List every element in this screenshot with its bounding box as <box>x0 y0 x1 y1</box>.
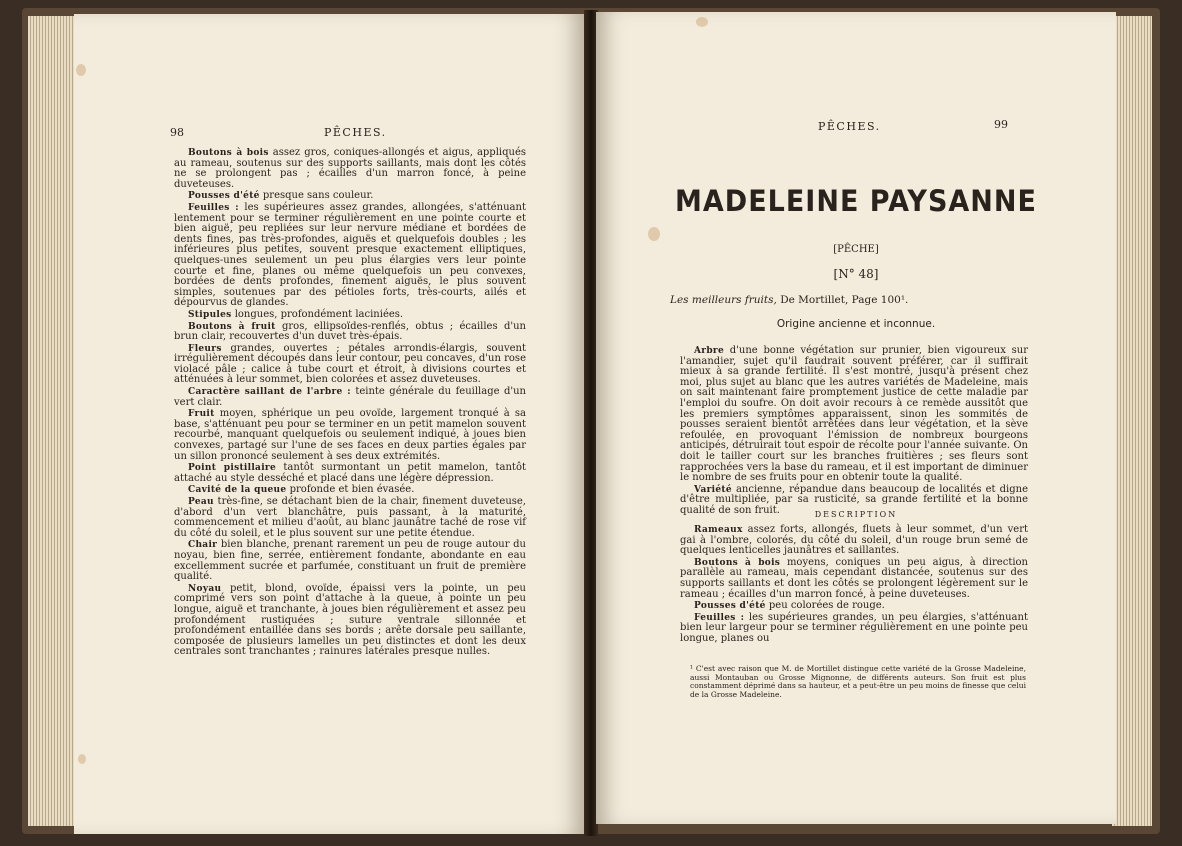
description-heading: DESCRIPTION <box>814 510 898 519</box>
paragraph <box>680 613 1028 645</box>
right-page <box>596 12 1116 824</box>
paragraph <box>174 387 526 408</box>
paragraph-label: Arbre <box>694 346 724 356</box>
page-number-left: 98 <box>170 126 184 139</box>
subtitle: [PÊCHE] <box>833 244 879 255</box>
paragraph <box>680 525 1028 557</box>
paragraph-label: Peau <box>188 497 214 507</box>
paragraph <box>174 310 526 321</box>
paragraph-label: Point pistillaire <box>188 463 276 474</box>
paragraph <box>174 463 526 484</box>
paragraph-label: Rameaux <box>694 525 743 535</box>
paragraph-text: profonde et bien évasée. <box>286 484 415 496</box>
paragraph-text: gros, ellipsoïdes-renflés, obtus ; écailles d'un brun clair, recouvertes d'un duvet très-épais. <box>174 320 526 343</box>
page-edges-right <box>1112 16 1152 826</box>
paragraph-text: d'une bonne végétation sur prunier, bien vigoureux sur l'amandier, sujet qu'il faudrait souvent préférer, car il suffirait mieux à sa grande fertilité. Il s'est montré, jusqu'à présent chez moi, plus sujet au blanc que les autres variétés de Madeleine, mais on sait maintenant faire promptement justice de cette maladie par l'emploi du soufre. On doit avoir recours à ce remède aussitôt que les premiers symptômes apparaissent, sinon les sommités de pousses seraient bientôt arrêtées dans leur végétation, et la sève refoulée, en provoquant l'émission de nombreux bourgeons anticipés, détruirait tout espoir de récolte pour l'année suivante. On doit le tailler court sur les branches fruitières ; ses fleurs sont rapprochées vers la base du rameau, et il est important de diminuer le nombre de ses fruits pour en obtenir toute la qualité. <box>680 345 1028 484</box>
paragraph-text: teinte générale du feuillage d'un vert clair. <box>174 386 526 408</box>
paragraph-text: grandes, ouvertes ; pétales arrondis-élargis, souvent irrégulièrement découpés dans leur contour, peu concaves, d'un rose violacé pâle ; calice à tube court et étroit, à divisions courtes et atténuées à leur sommet, bien colorées et assez duveteuses. <box>174 342 526 386</box>
foxing-spot <box>78 754 86 764</box>
paragraph-label: Feuilles : <box>188 202 239 213</box>
paragraph-label: Fleurs <box>188 343 222 354</box>
paragraph-label: Fruit <box>188 409 215 420</box>
paragraph-label: Variété <box>694 484 732 495</box>
paragraph <box>174 191 526 202</box>
left-page-text <box>174 148 526 659</box>
paragraph-label: Boutons à bois <box>188 148 269 158</box>
paragraph <box>680 558 1028 600</box>
origin-line: Origine ancienne et inconnue. <box>776 318 936 330</box>
left-page <box>74 14 584 834</box>
paragraph-text: les supérieures grandes, un peu élargies, s'atténuant bien leur largeur pour se terminer régulièrement en une pointe peu longue, planes ou <box>680 611 1028 644</box>
paragraph <box>174 344 526 386</box>
paragraph-text: ancienne, répandue dans beaucoup de localités et digne d'être multipliée, par sa rusticité, sa grande fertilité et la bonne qualité de son fruit. <box>680 483 1028 516</box>
paragraph <box>174 409 526 462</box>
paragraph-text: très-fine, se détachant bien de la chair, finement duveteuse, d'abord d'un vert blanchâtre, puis passant, à la maturité, commencement et milieu d'août, au blanc jaunâtre taché de rose vif du côté du soleil, et le plus souvent sur une petite étendue. <box>174 496 526 539</box>
paragraph-text: petit, blond, ovoïde, épaissi vers la pointe, un peu comprimé vers son point d'attache à la queue, à pointe un peu longue, aiguë et tranchante, à joues bien régulièrement et assez peu profondément rustiquées ; suture ventrale sillonnée et profondément entaillée dans ses bords ; arête dorsale peu saillante, composée de plusieurs lamelles un peu distinctes et dont les deux centrales sont tranchantes ; rainures latérales presque nulles. <box>174 582 526 658</box>
footnote: ¹ C'est avec raison que M. de Mortillet distingue cette variété de la Grosse Madeleine, aussi Montauban ou Grosse Mignonne, de différents auteurs. Son fruit est plus constamment déprimé dans sa hauteur, et a peut-être un peu moins de finesse que celui de la Grosse Madeleine. <box>690 664 1026 699</box>
paragraph-label: Boutons à fruit <box>188 321 276 332</box>
paragraph-text: tantôt surmontant un petit mamelon, tantôt attaché au style desséché et placé dans une légère dépression. <box>174 462 526 484</box>
paragraph-label: Noyau <box>188 583 222 594</box>
running-head-left: PÊCHES. <box>324 126 387 139</box>
paragraph-text: presque sans couleur. <box>259 190 374 202</box>
running-head-right: PÊCHES. <box>818 120 881 133</box>
paragraph <box>174 584 526 658</box>
paragraph-text: assez gros, coniques-allongés et aigus, appliqués au rameau, soutenus sur des supports saillants, mais dont les côtés ne se prolongent pas ; écailles d'un marron foncé, à peine duveteuses. <box>174 147 526 190</box>
right-page-intro-text <box>680 346 1028 518</box>
page-edges-left <box>28 16 78 826</box>
paragraph-label: Caractère saillant de l'arbre : <box>188 387 351 398</box>
paragraph <box>174 148 526 190</box>
paragraph <box>174 203 526 309</box>
foxing-spot <box>648 227 660 241</box>
paragraph <box>680 601 1028 612</box>
paragraph-label: Feuilles : <box>694 612 745 623</box>
paragraph-text: les supérieures assez grandes, allongées, s'atténuant lentement pour se terminer régulièrement en une pointe courte et bien aiguë, peu repliées sur leur nervure médiane et bordées de dents fines, pas très-profondes, aiguës et quelquefois doubles ; les inférieures plus petites, souvent presque exactement elliptiques, quelques-unes seulement un peu plus élargies vers leur pointe courte et fine, planes ou même quelquefois un peu convexes, bordées de dents profondes, finement aiguës, le plus souvent simples, soutenues par des pétioles forts, très-courts, ailés et dépourvus de glandes. <box>174 201 526 309</box>
page-number-right: 99 <box>994 118 1008 131</box>
paragraph <box>174 540 526 582</box>
paragraph <box>174 497 526 539</box>
reference-author: De Mortillet, Page 100¹. <box>776 294 909 306</box>
foxing-spot <box>696 17 708 27</box>
paragraph-label: Pousses d'été <box>188 191 260 202</box>
paragraph <box>174 485 526 496</box>
paragraph-text: bien blanche, prenant rarement un peu de rouge autour du noyau, bien fine, serrée, entièrement fondante, abondante en eau excellemment sucrée et parfumée, constituant un fruit de première qualité. <box>174 539 526 583</box>
reference-title: Les meilleurs fruits, <box>670 294 777 306</box>
paragraph-label: Stipules <box>188 309 232 320</box>
paragraph-label: Cavité de la queue <box>188 485 287 496</box>
paragraph-text: longues, profondément laciniées. <box>231 308 404 320</box>
right-page-description-text <box>680 525 1028 646</box>
paragraph-text: assez forts, allongés, fluets à leur sommet, d'un vert gai à l'ombre, colorés, du côté du soleil, d'un rouge brun semé de quelques lenticelles jaunâtres et saillantes. <box>680 524 1028 557</box>
page-title: MADELEINE PAYSANNE <box>675 184 1037 219</box>
variety-number: [N° 48] <box>833 267 879 281</box>
paragraph-label: Boutons à bois <box>694 557 781 568</box>
paragraph-label: Chair <box>188 540 218 551</box>
paragraph-text: moyens, coniques un peu aigus, à direction parallèle au rameau, mais cependant distancée, soutenus sur des supports saillants et dont les côtés se prolongent légèrement sur le rameau ; écailles d'un marron foncé, à peine duveteuses. <box>680 556 1028 600</box>
paragraph <box>680 346 1028 484</box>
paragraph <box>174 322 526 343</box>
foxing-spot <box>76 64 86 76</box>
paragraph-text: moyen, sphérique un peu ovoïde, largement tronqué à sa base, s'atténuant peu pour se terminer en un petit mamelon souvent recourbé, manquant quelquefois ou seulement indiqué, à joues bien convexes, partagé sur l'une de ses faces en deux parties égales par un sillon prononcé seulement à ses deux extrémités. <box>174 408 526 462</box>
reference <box>670 294 908 306</box>
paragraph-text: peu colorées de rouge. <box>765 600 885 612</box>
paragraph-label: Pousses d'été <box>694 601 766 612</box>
